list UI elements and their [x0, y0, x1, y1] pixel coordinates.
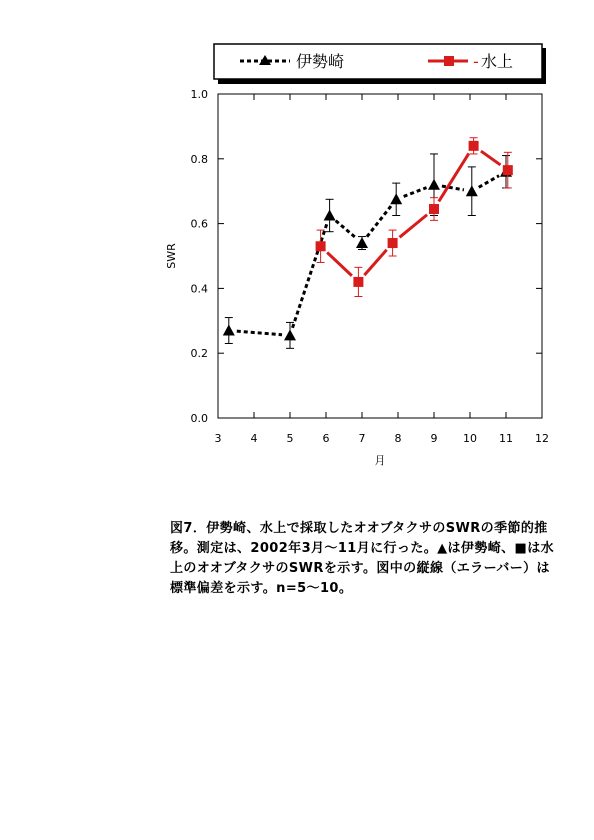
data-point-triangle: [356, 237, 368, 248]
y-tick-label: 1.0: [190, 88, 208, 101]
x-tick-label: 9: [430, 432, 438, 445]
series-line-segment: [336, 221, 356, 238]
series-line-segment: [400, 215, 427, 238]
x-tick-label: 4: [250, 432, 258, 445]
legend-marker-minakami: [444, 56, 454, 66]
data-point-triangle: [466, 185, 478, 196]
y-tick-labels: [191, 88, 209, 425]
data-point-square: [388, 238, 398, 248]
x-tick-label: 3: [214, 432, 222, 445]
series-line-segment: [481, 151, 501, 165]
x-tick-label: 7: [358, 432, 366, 445]
series-line-segment: [439, 153, 469, 201]
legend-label-isesaki: 伊勢崎: [296, 52, 345, 71]
series-minakami: [316, 138, 513, 297]
data-point-square: [503, 165, 513, 175]
series-line-segment: [404, 188, 427, 197]
series-isesaki: [223, 154, 512, 348]
x-tick-label: 8: [394, 432, 402, 445]
y-tick-label: 0.6: [190, 217, 208, 231]
figure-caption: 図7．伊勢崎、水上で採取したオオブタクサのSWRの季節的推移。測定は、2002年3月～11月に行った。▲は伊勢崎、■は水上のオオブタクサのSWRを示す。図中の縦線（エラーバー）は標準偏差を示す。n=5～10。: [170, 521, 554, 596]
x-tick-label: 12: [535, 432, 549, 445]
series-line-segment: [367, 206, 391, 237]
x-tick-label: 11: [499, 432, 513, 445]
x-tick-labels: [215, 432, 550, 445]
data-point-square: [469, 141, 479, 151]
y-tick-label: 0.8: [190, 152, 208, 166]
legend-label-minakami-text: 水上: [481, 52, 514, 71]
data-point-square: [429, 204, 439, 214]
y-tick-label: 0.0: [190, 412, 208, 425]
data-point-triangle: [428, 179, 440, 190]
y-tick-label: 0.2: [190, 347, 208, 361]
series-line-segment: [364, 250, 386, 275]
data-point-triangle: [324, 210, 336, 221]
series-line-segment: [293, 223, 328, 328]
data-point-square: [353, 277, 363, 287]
x-tick-label: 6: [322, 432, 330, 445]
x-tick-label: 10: [463, 432, 477, 445]
y-axis-label: SWR: [165, 243, 178, 269]
y-tick-label: 0.4: [190, 282, 208, 296]
series-layer: [223, 138, 513, 349]
x-axis-label: 月: [374, 454, 386, 467]
data-point-square: [316, 241, 326, 251]
series-line-segment: [327, 252, 352, 275]
series-line-segment: [479, 176, 499, 188]
data-point-triangle: [284, 329, 296, 340]
data-point-triangle: [223, 325, 235, 336]
series-line-segment: [237, 331, 282, 335]
x-tick-label: 5: [286, 432, 294, 445]
legend-label-minakami: -: [473, 52, 479, 71]
data-point-triangle: [390, 193, 402, 204]
legend: [214, 44, 546, 84]
